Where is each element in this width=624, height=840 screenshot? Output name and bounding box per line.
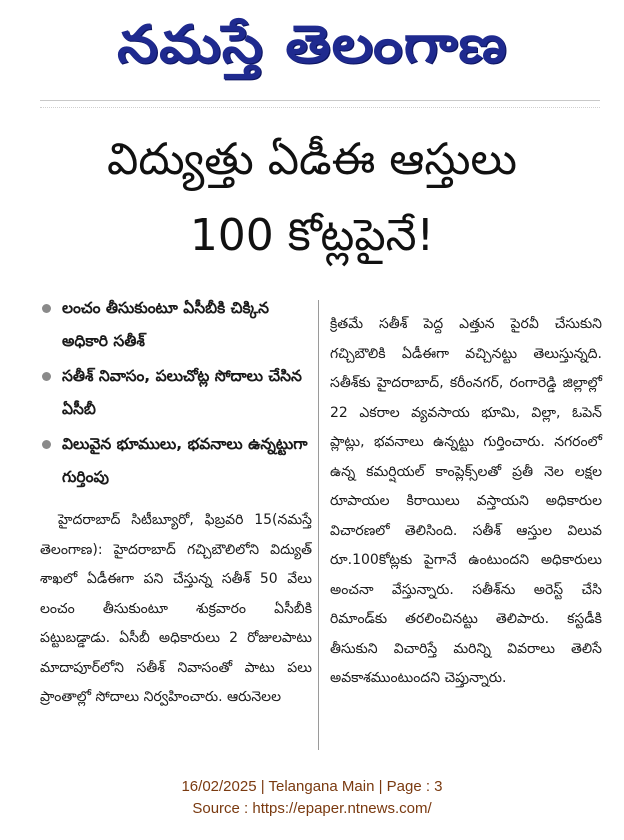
newspaper-logo-title: నమస్తే తెలంగాణ (116, 15, 508, 75)
column-divider (318, 300, 319, 750)
bullet-text: లంచం తీసుకుంటూ ఏసీబీకి చిక్కిన అధికారి సతీశ్ (62, 299, 269, 350)
bullet-item (40, 360, 312, 426)
highlight-bullets (40, 292, 312, 494)
bullet-text: విలువైన భూములు, భవనాలు ఉన్నట్టుగా గుర్తింపు (62, 435, 308, 486)
bullet-item (40, 292, 312, 358)
bullet-dot-icon (42, 372, 51, 381)
headline-line-2: 100 కోట్లపైనే! (189, 210, 435, 261)
bullet-dot-icon (42, 440, 51, 449)
masthead (0, 6, 624, 86)
bullet-text: సతీశ్ నివాసం, పలుచోట్ల సోదాలు చేసిన ఏసీబీ (62, 367, 302, 418)
edition-info: 16/02/2025 | Telangana Main | Page : 3 (181, 778, 443, 795)
headline-line-1: విద్యుత్తు ఏడీఈ ఆస్తులు (107, 134, 517, 185)
article-column-right (330, 310, 602, 694)
article-column-left (40, 292, 312, 713)
article-headline (20, 122, 604, 274)
masthead-divider-dotted (40, 107, 600, 108)
source-link[interactable]: Source : https://epaper.ntnews.com/ (192, 800, 432, 817)
masthead-divider (40, 100, 600, 101)
article-body-left: హైదరాబాద్ సిటీబ్యూరో, ఫిబ్రవరి 15(నమస్తే తెలంగాణ): హైదరాబాద్ గచ్చిబౌలిలోని విద్యుత్ శాఖలో ఏడీఈగా పని చేస్తున్న సతీశ్ 50 వేలు లంచం తీసుకుంటూ శుక్రవారం ఏసీబీకి పట్టుబడ్డాడు. ఏసీబీ అధికారులు 2 రోజులపాటు మాదాపూర్‌లోని సతీశ్ నివాసంతో పాటు పలు ప్రాంతాల్లో సోదాలు నిర్వహించారు. ఆరునెలల (40, 512, 312, 705)
bullet-dot-icon (42, 304, 51, 313)
bullet-item (40, 428, 312, 494)
article-body-right: క్రితమే సతీశ్ పెద్ద ఎత్తున పైరవీ చేసుకుని గచ్చిబౌలికి ఏడీఈగా వచ్చినట్టు తెలుస్తున్నది. సతీశ్‌కు హైదరాబాద్, కరీంనగర్, రంగారెడ్డి జిల్లాల్లో 22 ఎకరాల వ్యవసాయ భూమి, విల్లా, ఓపెన్ ప్లాట్లు, భవనాలు ఉన్నట్టు గుర్తించారు. నగరంలో ఉన్న కమర్షియల్ కాంప్లెక్స్‌లతో ప్రతీ నెల లక్షల రూపాయల కిరాయిలు వస్తాయని అధికారుల విచారణలో తెలిసింది. సతీశ్ ఆస్తుల విలువ రూ.100కోట్లకు పైగానే ఉంటుందని అధికారులు అంచనా వేస్తున్నారు. సతీశ్‌ను అరెస్ట్ చేసి రిమాండ్‌కు తరలించినట్టు తెలిపారు. కస్టడీకి తీసుకుని విచారిస్తే మరిన్ని వివరాలు తెలిసే అవకాశముంటుందని చెప్తున్నారు. (330, 316, 602, 686)
